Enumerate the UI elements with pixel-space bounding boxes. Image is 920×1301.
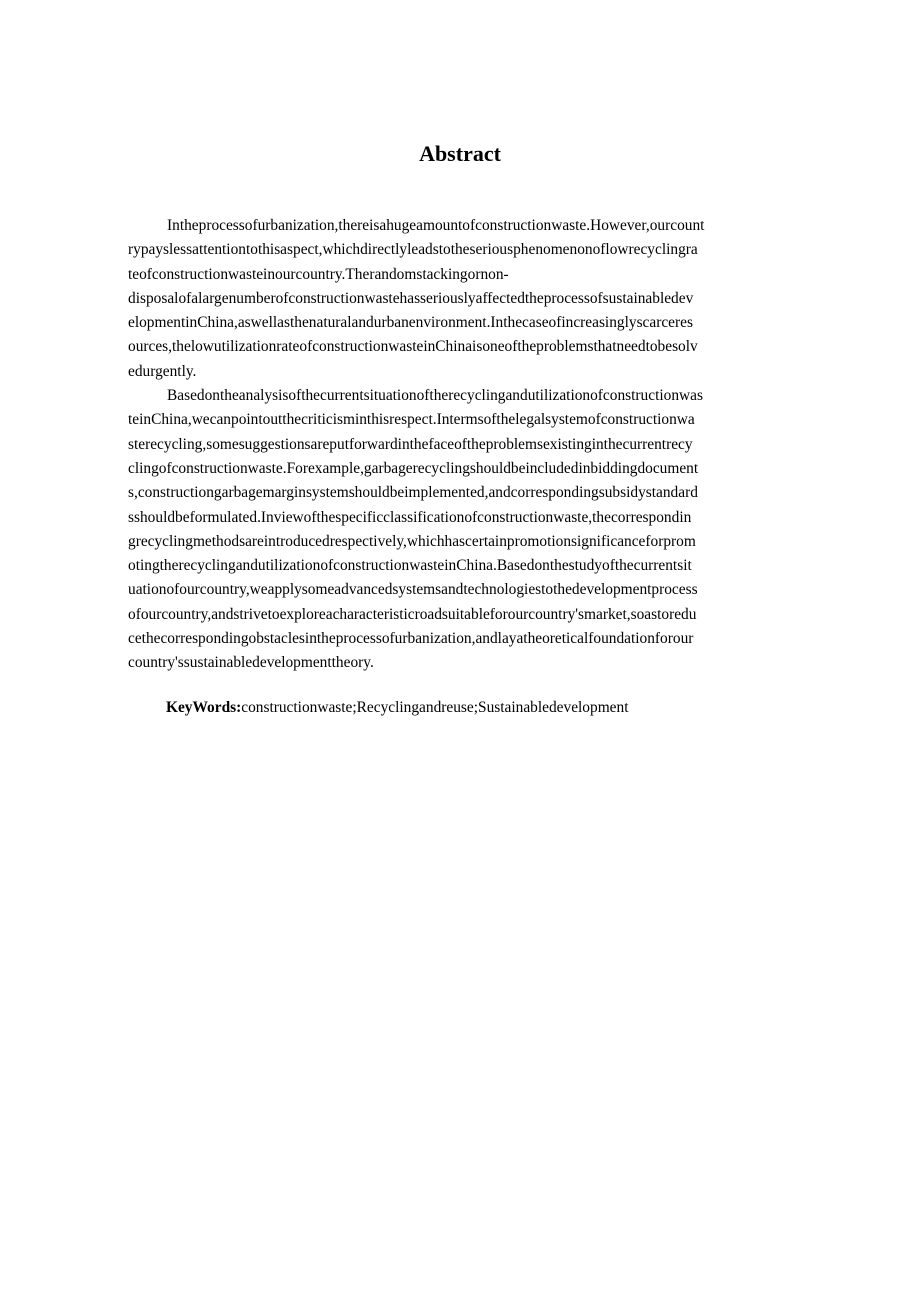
paragraph-line: clingofconstructionwaste.Forexample,garbagerecyclingshouldbeincludedinbiddingdocument <box>128 459 699 477</box>
paragraph-line: rypayslessattentiontothisaspect,whichdirectlyleadstotheseriousphenomenonoflowrecyclingra <box>128 241 698 259</box>
paragraph-line: sterecycling,somesuggestionsareputforwardinthefaceoftheproblemsexistinginthecurrentrecy <box>128 435 693 453</box>
paragraph-line: country'ssustainabledevelopmenttheory. <box>128 654 374 672</box>
paragraph-line: Intheprocessofurbanization,thereisahugeamountofconstructionwaste.However,ourcount <box>167 217 705 234</box>
paragraph-line: sshouldbeformulated.Inviewofthespecificclassificationofconstructionwaste,thecorrespondin <box>128 508 692 526</box>
abstract-body <box>128 214 817 676</box>
paragraph-line: grecyclingmethodsareintroducedrespectively,whichhascertainpromotionsignificanceforprom <box>128 532 696 550</box>
paragraph-line: ources,thelowutilizationrateofconstructionwasteinChinaisoneoftheproblemsthatneedtobesolv <box>128 338 698 356</box>
abstract-paragraph-1 <box>128 214 817 384</box>
paragraph-line: elopmentinChina,aswellasthenaturalandurbanenvironment.Inthecaseofincreasinglyscarceres <box>128 314 693 332</box>
paragraph-line: s,constructiongarbagemarginsystemshouldbeimplemented,andcorrespondingsubsidystandard <box>128 484 698 502</box>
paragraph-line: Basedontheanalysisofthecurrentsituationoftherecyclingandutilizationofconstructionwas <box>167 387 703 405</box>
paragraph-line: otingtherecyclingandutilizationofconstructionwasteinChina.Basedonthestudyofthecurrentsit <box>128 557 692 575</box>
paragraph-line: teinChina,wecanpointoutthecriticisminthisrespect.Intermsofthelegalsystemofconstructionwa <box>128 411 695 429</box>
abstract-title: Abstract <box>419 141 501 166</box>
paragraph-line: uationofourcountry,weapplysomeadvancedsystemsandtechnologiestothedevelopmentprocess <box>128 581 698 599</box>
keywords-line <box>166 696 628 720</box>
paragraph-line: cethecorrespondingobstaclesintheprocessofurbanization,andlayatheoreticalfoundationforour <box>128 630 694 648</box>
paragraph-line: teofconstructionwasteinourcountry.Therandomstackingornon- <box>128 265 509 283</box>
paragraph-line: disposalofalargenumberofconstructionwastehasseriouslyaffectedtheprocessofsustainabledev <box>128 289 694 307</box>
abstract-paragraph-2 <box>128 384 817 676</box>
paragraph-line: edurgently. <box>128 362 197 380</box>
keywords-value: constructionwaste;Recyclingandreuse;Sustainabledevelopment <box>241 699 629 716</box>
paragraph-line: ofourcountry,andstrivetoexploreacharacteristicroadsuitableforourcountry'smarket,soastoredu <box>128 605 697 623</box>
keywords-label: KeyWords: <box>166 699 242 716</box>
